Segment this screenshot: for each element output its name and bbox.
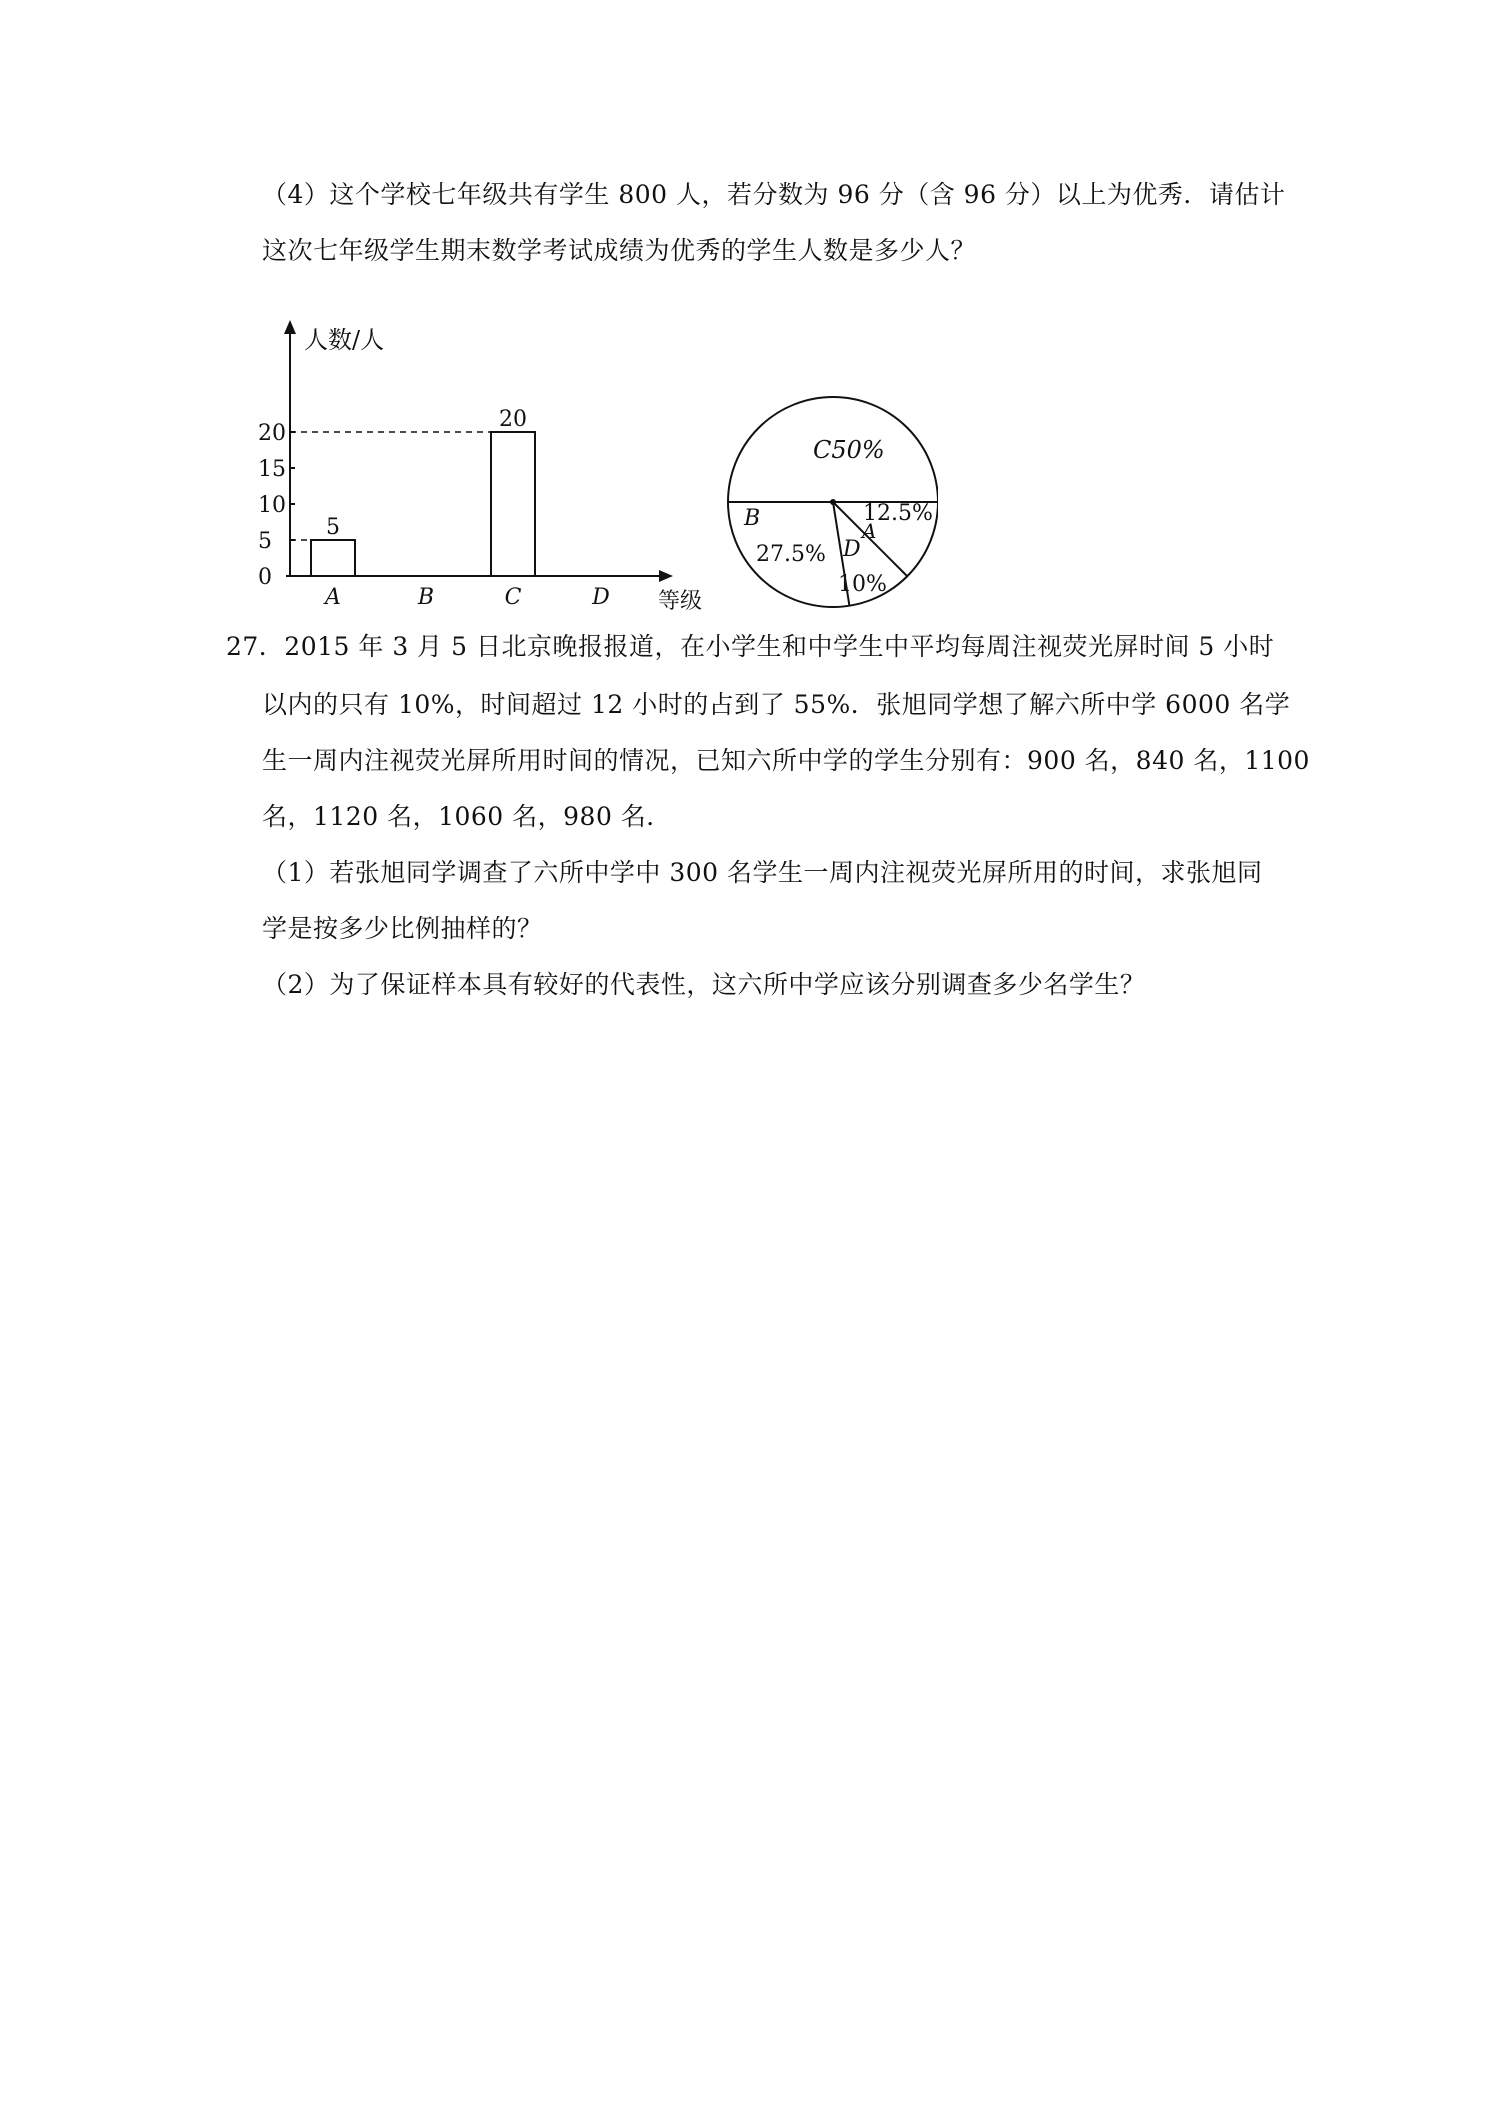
bar-c xyxy=(491,432,535,576)
q26-part4-line1: （4）这个学校七年级共有学生 800 人，若分数为 96 分（含 96 分）以上为优秀．请估计 xyxy=(262,180,1286,209)
pie-percent-a: 12.5% xyxy=(863,501,933,526)
bar-value-label: 5 xyxy=(326,515,340,540)
pie-center-dot xyxy=(830,499,836,505)
x-axis-label: 等级 xyxy=(658,589,703,614)
pie-percent-d: 10% xyxy=(838,572,887,597)
y-axis-arrow-icon xyxy=(284,320,296,334)
q26-part4-line2: 这次七年级学生期末数学考试成绩为优秀的学生人数是多少人？ xyxy=(262,236,977,265)
x-axis-arrow-icon xyxy=(659,570,673,582)
bar-a xyxy=(311,540,355,576)
bar-value-label: 20 xyxy=(499,407,527,432)
q27-part2: （2）为了保证样本具有较好的代表性，这六所中学应该分别调查多少名学生？ xyxy=(262,970,1146,999)
q27-part1-line2: 学是按多少比例抽样的？ xyxy=(262,914,543,943)
statistics-figure xyxy=(258,318,938,628)
q27-line4: 名，1120 名，1060 名，980 名． xyxy=(262,802,672,831)
y-axis-label: 人数/人 xyxy=(304,326,385,354)
x-category-label: A xyxy=(325,585,341,610)
bars xyxy=(290,407,535,576)
bar-chart xyxy=(258,320,702,614)
x-categories xyxy=(323,585,610,610)
pie-chart xyxy=(728,397,938,607)
x-category-label: B xyxy=(417,585,435,610)
y-tick-label: 10 xyxy=(258,493,286,518)
y-tick-label: 5 xyxy=(258,529,272,554)
pie-percent-b: 27.5% xyxy=(756,542,826,567)
pie-label-b: B xyxy=(744,506,761,531)
x-category-label: C xyxy=(504,585,522,610)
q27-part1-line1: （1）若张旭同学调查了六所中学中 300 名学生一周内注视荧光屏所用的时间，求张旭同 xyxy=(262,858,1263,887)
y-tick-label: 15 xyxy=(258,457,286,482)
y-tick-label: 0 xyxy=(258,565,272,590)
q27-line3: 生一周内注视荧光屏所用时间的情况，已知六所中学的学生分别有：900 名，840 名，1100 xyxy=(262,746,1310,775)
pie-label-a: A xyxy=(862,519,877,543)
q27-line1: 27．2015 年 3 月 5 日北京晚报报道，在小学生和中学生中平均每周注视荧光屏时间 5 小时 xyxy=(226,632,1275,661)
pie-label-d: D xyxy=(843,537,861,562)
pie-label-c: C50% xyxy=(813,436,885,464)
y-tick-label: 20 xyxy=(258,421,286,446)
x-category-label: D xyxy=(592,585,610,610)
q27-line2: 以内的只有 10%，时间超过 12 小时的占到了 55%．张旭同学想了解六所中学 6000 名学 xyxy=(262,690,1291,719)
